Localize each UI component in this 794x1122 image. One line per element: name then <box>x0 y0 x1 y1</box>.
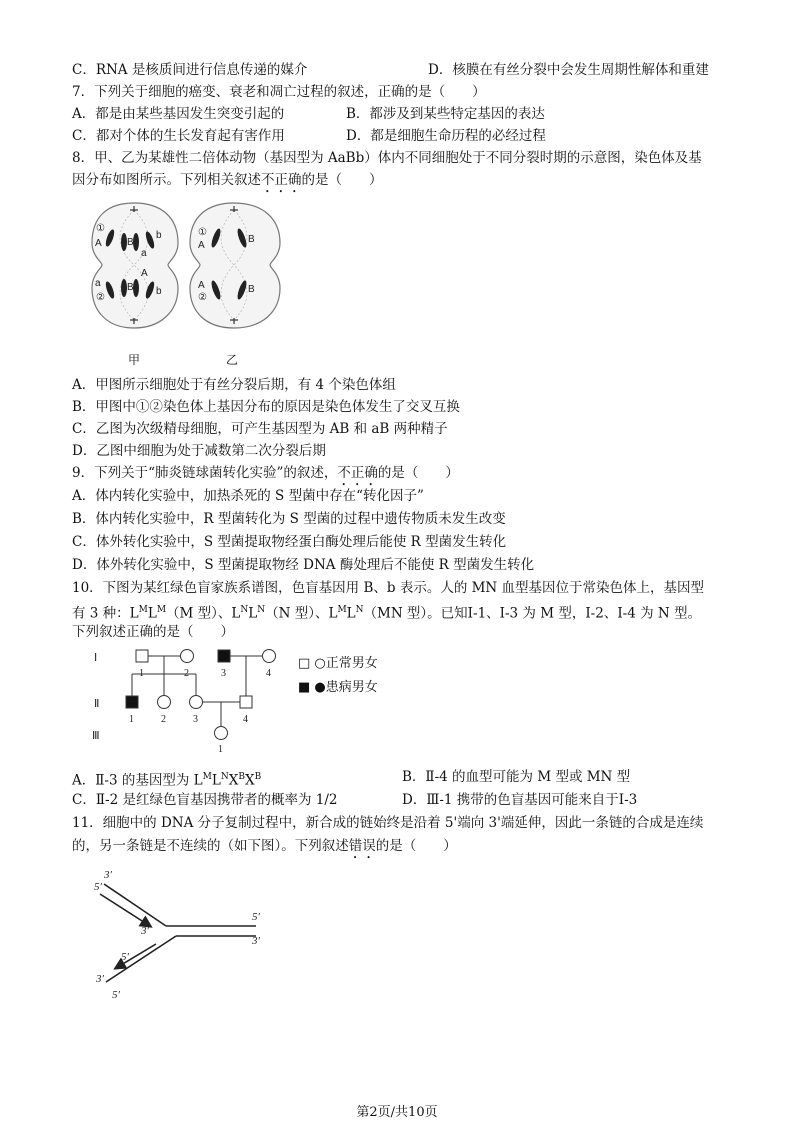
fig-label-yi: 乙 <box>226 353 239 367</box>
II-1-male-affected <box>126 696 138 708</box>
cell-yi-outline <box>190 203 280 328</box>
q10-option-d: D．Ⅲ-1 携带的色盲基因可能来自于Ⅰ-3 <box>402 792 638 808</box>
q10-stem-line1: 10．下图为某红绿色盲家族系谱图，色盲基因用 B、b 表示。人的 MN 血型基因位于常染色体上，基因型 <box>72 580 705 596</box>
svg-text:4: 4 <box>266 668 271 679</box>
q11-stem-emphasis: 错误 <box>348 838 376 854</box>
q9-option-b: B．体内转化实验中，R 型菌转化为 S 型菌的过程中遗传物质未发生改变 <box>72 511 506 527</box>
gene-label: A <box>95 238 102 249</box>
q8-option-d: D．乙图中细胞为处于减数第二次分裂后期 <box>72 443 326 459</box>
q10-stem-line3: 下列叙述正确的是（ ） <box>72 624 234 640</box>
svg-text:4: 4 <box>243 714 248 725</box>
q7-option-c: C．都对个体的生长发育起有害作用 <box>72 128 285 144</box>
gene-label: A <box>198 240 205 251</box>
gene-label: b <box>156 286 162 297</box>
q8-option-a: A．甲图所示细胞处于有丝分裂后期，有 4 个染色体组 <box>72 377 396 393</box>
gene-label: ① <box>198 227 207 238</box>
gene-label: ② <box>198 292 207 303</box>
q7-option-a: A．都是由某些基因发生突变引起的 <box>72 106 285 122</box>
III-1-female-normal <box>215 727 228 740</box>
q7-option-b: B．都涉及到某些特定基因的表达 <box>346 106 545 122</box>
cell-division-figure <box>86 198 286 332</box>
q8-stem-line2 <box>72 170 383 196</box>
generation-I-label: Ⅰ <box>94 652 98 664</box>
q10-option-c: C．Ⅱ-2 是红绿色盲基因携带者的概率为 1/2 <box>72 792 338 808</box>
q8-option-b: B．甲图中①②染色体上基因分布的原因是染色体发生了交叉互换 <box>72 399 460 415</box>
svg-text:2: 2 <box>184 668 189 679</box>
gene-label: B <box>127 282 134 293</box>
gene-label: ② <box>96 292 105 303</box>
I-1-male-normal <box>136 650 148 662</box>
gene-label: B <box>248 284 255 295</box>
svg-text:1: 1 <box>139 668 144 679</box>
gene-label: A <box>198 280 205 291</box>
gene-label: B <box>127 237 134 248</box>
strand-label: 3′ <box>252 935 260 947</box>
gene-label: A <box>141 268 148 279</box>
I-3-male-affected <box>218 650 230 662</box>
strand-label: 3′ <box>141 925 149 937</box>
II-3-female-normal <box>190 696 203 709</box>
gene-label: a <box>141 248 147 259</box>
q7-option-d: D．都是细胞生命历程的必经过程 <box>346 128 546 144</box>
q10-option-a: A．Ⅱ-3 的基因型为 $L^ML^NX^BX^B$ <box>72 772 262 789</box>
gene-label: b <box>156 230 162 241</box>
q6-option-c: C．RNA 是核质间进行信息传递的媒介 <box>72 62 308 78</box>
strand-label: 3′ <box>96 973 104 985</box>
q9-stem-pre: 9．下列关于“肺炎链球菌转化实验”的叙述， <box>72 465 338 481</box>
strand-label: 5′ <box>252 911 260 923</box>
q9-option-a: A．体内转化实验中，加热杀死的 S 型菌中存在“转化因子” <box>72 488 424 504</box>
strand-label: 5′ <box>112 989 120 1001</box>
I-4-female-normal <box>263 650 276 663</box>
q11-stem-line2 <box>72 836 457 862</box>
q10-option-b: B．Ⅱ-4 的血型可能为 M 型或 MN 型 <box>402 769 631 785</box>
strand-label: 5′ <box>121 951 129 963</box>
I-2-female-normal <box>181 650 194 663</box>
q11-stem-post: 的是（ ） <box>375 838 457 854</box>
q8-stem-pre: 因分布如图所示。下列相关叙述 <box>72 172 261 188</box>
generation-II-label: Ⅱ <box>94 698 100 710</box>
svg-text:3: 3 <box>221 668 226 679</box>
pedigree-chart <box>86 644 296 754</box>
gene-label: B <box>248 234 255 245</box>
q7-stem: 7．下列关于细胞的癌变、衰老和凋亡过程的叙述，正确的是（ ） <box>72 84 486 100</box>
q10-stem-line2: 有 3 种：$L^ML^M(M$ 型）、$L^NL^N(N$ 型）、$L^ML^N(MN$ 型）。已知Ⅰ-1、Ⅰ-3 为 M 型，Ⅰ-2、Ⅰ-4 为 N 型。 <box>72 605 701 622</box>
generation-III-label: Ⅲ <box>92 730 100 742</box>
cell-jia-outline <box>92 203 178 328</box>
q11-stem-line1: 11．细胞中的 DNA 分子复制过程中，新合成的链始终是沿着 5'端向 3'端延伸，因此一条链的合成是连续 <box>72 815 704 831</box>
svg-text:1: 1 <box>129 714 134 725</box>
svg-text:1: 1 <box>218 744 223 754</box>
q9-option-d: D．体外转化实验中，S 型菌提取物经 DNA 酶处理后不能使 R 型菌发生转化 <box>72 557 535 573</box>
gene-label: a <box>95 278 101 289</box>
legend-normal: □ ○正常男女 <box>298 656 378 671</box>
q11-stem-pre: 的，另一条链是不连续的（如下图）。下列叙述 <box>72 838 349 854</box>
q8-stem-post: 的是（ ） <box>301 172 383 188</box>
q9-option-c: C．体外转化实验中，S 型菌提取物经蛋白酶处理后能使 R 型菌发生转化 <box>72 534 507 550</box>
q8-stem-line1: 8．甲、乙为某雄性二倍体动物（基因型为 AaBb）体内不同细胞处于不同分裂时期的示意图，染色体及基 <box>72 150 702 166</box>
II-4-male-normal <box>240 696 252 708</box>
svg-text:3: 3 <box>193 714 198 725</box>
q9-stem-post: 的是（ ） <box>377 465 459 481</box>
q6-option-d: D．核膜在有丝分裂中会发生周期性解体和重建 <box>428 62 709 78</box>
strand-label: 5′ <box>94 881 102 893</box>
strand-label: 3′ <box>104 869 112 881</box>
legend-affected: ■ ●患病男女 <box>298 680 378 695</box>
II-2-female-normal <box>158 696 171 709</box>
gene-label: ① <box>96 223 105 234</box>
q8-option-c: C．乙图为次级精母细胞，可产生基因型为 AB 和 aB 两种精子 <box>72 421 448 437</box>
q9-stem-emphasis: 不正确 <box>337 465 378 481</box>
svg-text:2: 2 <box>161 714 166 725</box>
page-footer: 第2页/共10页 <box>356 1105 438 1120</box>
fig-label-jia: 甲 <box>128 353 141 367</box>
q8-stem-emphasis: 不正确 <box>261 172 302 188</box>
dna-replication-fork-figure <box>86 864 286 1004</box>
